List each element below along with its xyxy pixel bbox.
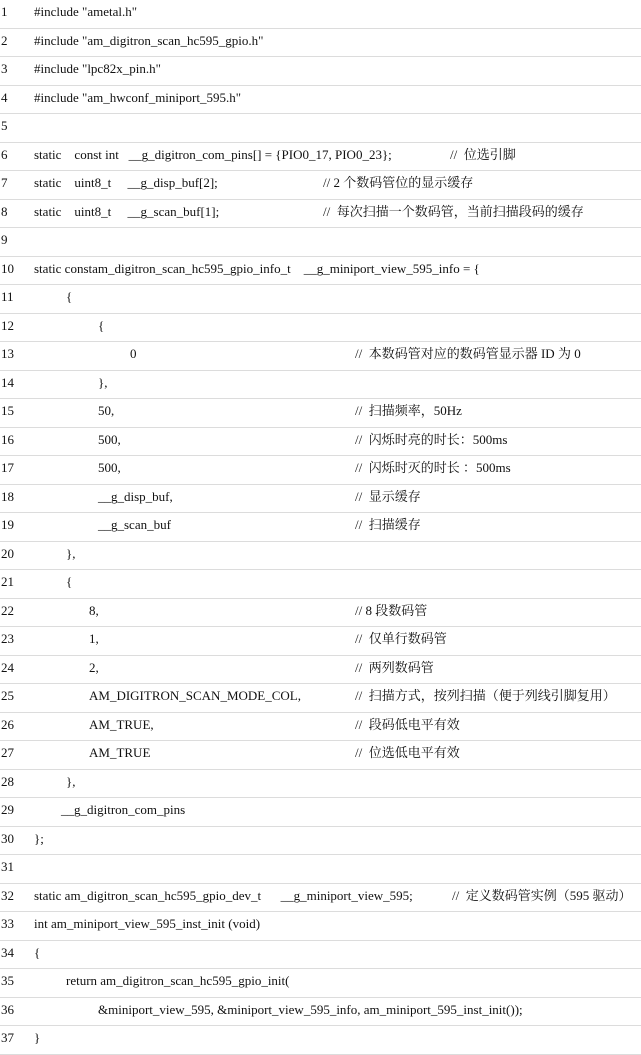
code-text: 500,: [98, 431, 121, 447]
code-comment: // 闪烁时亮的时长：500ms: [355, 431, 508, 447]
line-number: 30: [1, 830, 14, 846]
line-number: 33: [1, 916, 14, 931]
code-line: [0, 143, 641, 172]
code-comment: // 扫描方式，按列扫描（便于列线引脚复用）: [355, 688, 616, 703]
code-text: }: [34, 1030, 41, 1045]
line-number: 22: [1, 602, 14, 618]
line-number: 14: [1, 374, 14, 390]
code-line: [0, 884, 641, 913]
code-text: #include "am_hwconf_miniport_595.h": [34, 89, 242, 105]
code-text: 2,: [89, 659, 99, 675]
code-line: [0, 513, 641, 542]
code-line: [0, 399, 641, 428]
line-number: 21: [1, 574, 14, 589]
code-comment: // 位选低电平有效: [355, 745, 460, 760]
code-comment: // 扫描频率，50Hz: [355, 403, 462, 418]
code-line: [0, 86, 641, 115]
code-text: static uint8_t __g_scan_buf[1];: [34, 203, 220, 219]
code-comment: // 8 段数码管: [355, 602, 428, 618]
line-number: 5: [1, 118, 8, 133]
code-text: #include "am_digitron_scan_hc595_gpio.h": [34, 32, 264, 48]
code-line: [0, 428, 641, 457]
code-text: AM_TRUE: [89, 745, 151, 760]
code-line: [0, 456, 641, 485]
line-number: 18: [1, 488, 14, 504]
code-line: [0, 485, 641, 514]
line-number: 16: [1, 431, 14, 447]
code-text: static constam_digitron_scan_hc595_gpio_info_t __g_miniport_view_595_info = {: [34, 260, 480, 276]
line-number: 3: [1, 61, 8, 76]
code-text: &miniport_view_595, &miniport_view_595_info, am_miniport_595_inst_init());: [98, 1001, 523, 1017]
code-line: [0, 656, 641, 685]
code-line: [0, 257, 641, 286]
code-line: [0, 228, 641, 257]
code-line: [0, 0, 641, 29]
code-comment: // 本数码管对应的数码管显示器 ID 为 0: [355, 346, 581, 361]
code-text: static am_digitron_scan_hc595_gpio_dev_t __g_miniport_view_595;: [34, 887, 413, 903]
line-number: 24: [1, 659, 14, 675]
code-text: 1,: [89, 631, 99, 646]
code-text: 8,: [89, 602, 99, 618]
code-comment: // 两列数码管: [355, 659, 434, 675]
line-number: 25: [1, 688, 14, 703]
line-number: 17: [1, 460, 14, 475]
line-number: 10: [1, 260, 14, 276]
code-line: [0, 941, 641, 970]
line-number: 32: [1, 887, 14, 903]
line-number: 20: [1, 545, 14, 561]
code-line: [0, 285, 641, 314]
line-number: 26: [1, 716, 14, 732]
code-text: AM_DIGITRON_SCAN_MODE_COL,: [89, 688, 301, 703]
code-text: __g_scan_buf: [98, 517, 171, 532]
code-text: },: [66, 773, 76, 789]
line-number: 15: [1, 403, 14, 418]
line-number: 34: [1, 944, 14, 960]
line-number: 31: [1, 859, 14, 874]
code-line: [0, 314, 641, 343]
line-number: 28: [1, 773, 14, 789]
code-text: {: [66, 289, 73, 304]
code-comment: // 定义数码管实例（595 驱动）: [452, 887, 632, 903]
code-text: 50,: [98, 403, 115, 418]
line-number: 1: [1, 4, 8, 19]
code-line: [0, 713, 641, 742]
code-text: 0: [130, 346, 137, 361]
code-line: [0, 912, 641, 941]
code-text: static const int __g_digitron_com_pins[] = {PIO0_17, PIO0_23};: [34, 146, 392, 162]
code-comment: // 显示缓存: [355, 488, 421, 504]
code-line: [0, 114, 641, 143]
line-number: 6: [1, 146, 8, 162]
code-line: [0, 627, 641, 656]
code-text: AM_TRUE,: [89, 716, 154, 732]
code-line: [0, 570, 641, 599]
line-number: 29: [1, 802, 14, 817]
line-number: 12: [1, 317, 14, 333]
code-line: [0, 200, 641, 229]
code-text: 500,: [98, 460, 121, 475]
code-text: return am_digitron_scan_hc595_gpio_init(: [66, 973, 290, 988]
line-number: 11: [1, 289, 14, 304]
code-line: [0, 998, 641, 1027]
line-number: 4: [1, 89, 8, 105]
line-number: 27: [1, 745, 14, 760]
code-comment: // 仅单行数码管: [355, 631, 447, 646]
code-line: [0, 1026, 641, 1055]
code-comment: // 扫描缓存: [355, 517, 421, 532]
code-line: [0, 770, 641, 799]
code-text: __g_digitron_com_pins: [61, 802, 186, 817]
code-text: __g_disp_buf,: [98, 488, 173, 504]
line-number: 35: [1, 973, 14, 988]
code-comment: // 位选引脚: [450, 146, 516, 162]
code-line: [0, 827, 641, 856]
code-text: },: [66, 545, 76, 561]
code-line: [0, 171, 641, 200]
code-text: #include "lpc82x_pin.h": [34, 61, 161, 76]
code-line: [0, 371, 641, 400]
code-comment: // 闪烁时灭的时长 ：500ms: [355, 460, 511, 475]
line-number: 13: [1, 346, 14, 361]
code-comment: // 2 个数码管位的显示缓存: [323, 175, 474, 190]
code-line: [0, 969, 641, 998]
code-line: [0, 342, 641, 371]
code-line: [0, 741, 641, 770]
line-number: 8: [1, 203, 8, 219]
code-text: {: [34, 944, 41, 960]
code-text: {: [98, 317, 105, 333]
code-line: [0, 684, 641, 713]
line-number: 37: [1, 1030, 14, 1045]
line-number: 2: [1, 32, 8, 48]
line-number: 7: [1, 175, 8, 190]
code-text: {: [66, 574, 73, 589]
line-number: 23: [1, 631, 14, 646]
code-line: [0, 599, 641, 628]
code-text: #include "ametal.h": [34, 4, 138, 19]
code-line: [0, 542, 641, 571]
code-line: [0, 855, 641, 884]
line-number: 36: [1, 1001, 14, 1017]
code-comment: // 段码低电平有效: [355, 716, 460, 732]
line-number: 9: [1, 232, 8, 247]
code-line: [0, 57, 641, 86]
code-text: int am_miniport_view_595_inst_init (void): [34, 916, 261, 931]
code-text: };: [34, 830, 44, 846]
code-line: [0, 798, 641, 827]
code-line: [0, 29, 641, 58]
code-text: static uint8_t __g_disp_buf[2];: [34, 175, 218, 190]
code-comment: // 每次扫描一个数码管，当前扫描段码的缓存: [323, 203, 584, 219]
code-text: },: [98, 374, 108, 390]
line-number: 19: [1, 517, 14, 532]
